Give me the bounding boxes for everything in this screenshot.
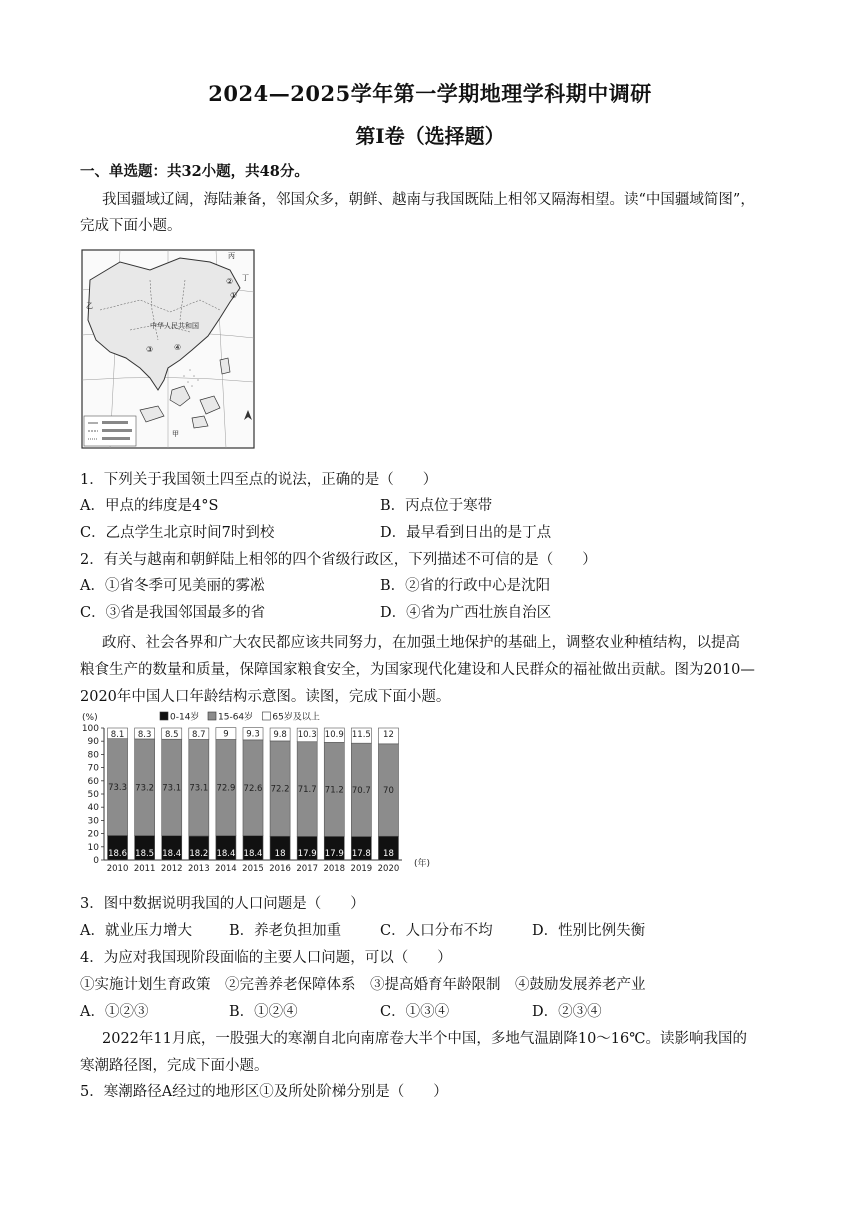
x-tick-label: 2019 (350, 864, 373, 874)
bar-data-label: 18.6 (108, 849, 128, 859)
y-axis-label: (%) (82, 713, 98, 723)
q4-items: ①实施计划生育政策 ②完善养老保障体系 ③提高婚育年龄限制 ④鼓励发展养老产业 (80, 977, 646, 993)
bar-data-label: 18.5 (135, 849, 155, 859)
map-corner-label-c: 丙 (228, 252, 235, 260)
x-tick-label: 2010 (106, 864, 129, 874)
q4-option-a: A．①②③ (80, 1004, 149, 1020)
x-tick-label: 2016 (269, 864, 291, 874)
x-tick-label: 2014 (215, 864, 237, 874)
passage1-line1: 我国疆域辽阔，海陆兼备，邻国众多，朝鲜、越南与我国既陆上相邻又隔海相望。读“中国疆域简图”， (102, 192, 755, 208)
bar-data-label: 73.1 (189, 783, 209, 794)
x-tick-label: 2013 (187, 864, 210, 874)
bar-data-label: 17.9 (297, 849, 317, 859)
legend-swatch (262, 712, 270, 720)
bar-data-label: 18.2 (189, 849, 209, 859)
q2-option-a: A．①省冬季可见美丽的雾凇 (80, 578, 265, 594)
x-tick-label: 2018 (323, 864, 346, 874)
q3-option-d: D．性别比例失衡 (532, 923, 646, 939)
bar-data-label: 17.9 (324, 849, 344, 859)
map-corner-label-d: 丁 (242, 274, 249, 282)
legend-swatch (160, 712, 168, 720)
passage1-line2: 完成下面小题。 (80, 218, 182, 234)
y-tick-label: 70 (87, 763, 99, 774)
passage2-line3: 2020年中国人口年龄结构示意图。读图，完成下面小题。 (80, 689, 451, 705)
bar-data-label: 9 (223, 729, 229, 740)
map-marker-4: ④ (174, 343, 182, 352)
bar-data-label: 71.7 (297, 785, 317, 796)
q4-option-b: B．①②④ (229, 1004, 298, 1020)
q4-stem: 4．为应对我国现阶段面临的主要人口问题，可以（ ） (80, 950, 452, 966)
bar-data-label: 72.2 (270, 784, 290, 795)
bar-data-label: 10.9 (324, 730, 344, 740)
q2-stem: 2．有关与越南和朝鲜陆上相邻的四个省级行政区，下列描述不可信的是（ ） (80, 552, 597, 568)
y-tick-label: 10 (87, 842, 99, 853)
q1-option-c: C．乙点学生北京时间7时到校 (80, 525, 275, 541)
bar-data-label: 8.1 (110, 730, 125, 740)
bar-data-label: 12 (383, 730, 394, 740)
y-tick-label: 50 (87, 790, 99, 800)
q4-option-d: D．②③④ (532, 1004, 602, 1020)
bar-data-label: 17.8 (351, 849, 371, 859)
bar-data-label: 9.3 (246, 729, 260, 740)
passage2-line2: 粮食生产的数量和质量，保障国家粮食安全，为国家现代化建设和人民群众的福祉做出贡献。图为2010— (80, 662, 755, 678)
bar-data-label: 11.5 (351, 730, 371, 740)
map-marker-2: ② (226, 277, 234, 286)
q1-option-b: B．丙点位于寒带 (380, 498, 493, 514)
q2-option-c: C．③省是我国邻国最多的省 (80, 605, 266, 621)
bar-data-label: 72.6 (243, 783, 263, 794)
y-tick-label: 0 (93, 856, 99, 866)
bar-data-label: 10.3 (297, 730, 317, 741)
x-tick-label: 2017 (296, 864, 319, 874)
legend-label: 15-64岁 (218, 712, 254, 723)
map-marker-1: ① (230, 291, 238, 300)
y-tick-label: 80 (87, 750, 99, 761)
y-tick-label: 20 (87, 829, 99, 840)
q2-option-d: D．④省为广西壮族自治区 (380, 605, 552, 621)
bar-data-label: 8.7 (192, 730, 206, 740)
bar-data-label: 18.4 (243, 849, 263, 859)
population-age-chart (80, 708, 440, 880)
map-country-label: 中华人民共和国 (150, 322, 199, 330)
x-tick-label: 2020 (377, 864, 400, 874)
q3-option-b: B．养老负担加重 (229, 923, 342, 939)
legend-label: 65岁及以上 (272, 712, 320, 723)
q3-option-a: A．就业压力增大 (80, 923, 192, 939)
map-corner-label-b: 乙 (86, 302, 93, 310)
bar-data-label: 8.3 (137, 730, 152, 740)
map-marker-3: ③ (146, 345, 154, 354)
bar-data-label: 71.2 (324, 785, 344, 796)
bar-data-label: 8.5 (164, 730, 179, 740)
exam-title: 2024—2025学年第一学期地理学科期中调研 (208, 81, 652, 106)
y-tick-label: 90 (87, 737, 99, 748)
passage3-line2: 寒潮路径图，完成下面小题。 (80, 1058, 269, 1074)
bar-data-label: 73.2 (135, 783, 155, 794)
q1-option-a: A．甲点的纬度是4°S (80, 498, 219, 514)
q1-stem: 1．下列关于我国领土四至点的说法，正确的是（ ） (80, 472, 438, 488)
y-tick-label: 40 (87, 803, 99, 814)
bar-data-label: 18.4 (216, 849, 236, 859)
bar-data-label: 70 (383, 786, 394, 797)
bar-data-label: 18 (274, 849, 286, 859)
bar-data-label: 70.7 (351, 785, 371, 796)
q1-option-d: D．最早看到日出的是丁点 (380, 525, 552, 541)
q5-stem: 5．寒潮路径A经过的地形区①及所处阶梯分别是（ ） (80, 1084, 448, 1100)
chart-svg (80, 708, 440, 880)
bar-data-label: 72.9 (216, 783, 236, 794)
y-tick-label: 100 (81, 724, 99, 734)
q3-option-c: C．人口分布不均 (380, 923, 493, 939)
section-heading: 一、单选题：共32小题，共48分。 (80, 163, 309, 180)
china-territory-map (80, 240, 256, 450)
q2-option-b: B．②省的行政中心是沈阳 (380, 578, 551, 594)
x-tick-label: 2012 (160, 864, 183, 874)
q4-option-c: C．①③④ (380, 1004, 450, 1020)
bar-data-label: 18 (383, 849, 394, 859)
bar-data-label: 73.3 (108, 783, 128, 794)
x-tick-label: 2015 (242, 864, 264, 874)
map-graphic (80, 240, 256, 450)
y-tick-label: 60 (87, 776, 99, 787)
map-corner-label-a: 甲 (172, 430, 179, 438)
passage3-line1: 2022年11月底，一股强大的寒潮自北向南席卷大半个中国，多地气温剧降10～16℃。读影响我国的 (102, 1031, 747, 1047)
bar-data-label: 73.1 (162, 783, 182, 794)
y-tick-label: 30 (87, 816, 99, 827)
legend-swatch (208, 712, 216, 720)
x-axis-label: (年) (414, 859, 431, 869)
exam-subtitle: 第Ⅰ卷（选择题） (355, 124, 505, 148)
bar-data-label: 9.8 (273, 730, 287, 740)
passage2-line1: 政府、社会各界和广大农民都应该共同努力，在加强土地保护的基础上，调整农业种植结构，以提高 (102, 635, 740, 651)
q3-stem: 3．图中数据说明我国的人口问题是（ ） (80, 896, 365, 912)
x-tick-label: 2011 (133, 864, 156, 874)
bar-data-label: 18.4 (162, 849, 182, 859)
legend-label: 0-14岁 (170, 712, 200, 723)
